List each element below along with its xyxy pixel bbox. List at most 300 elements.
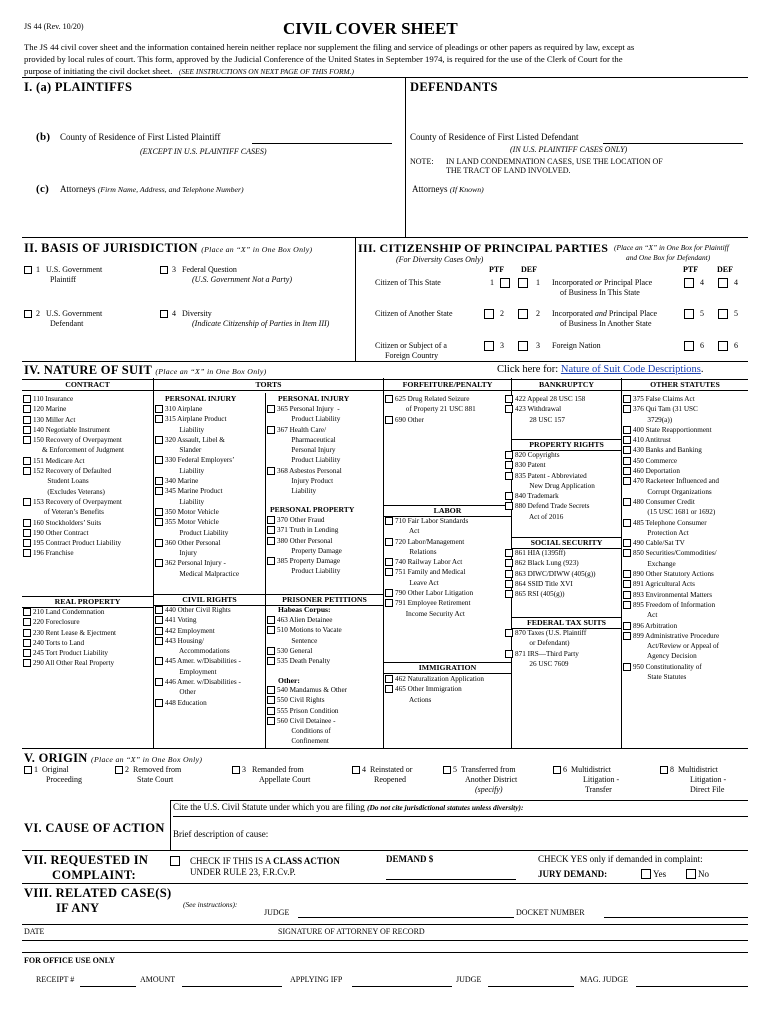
office-use-label: FOR OFFICE USE ONLY — [24, 956, 116, 965]
checkbox[interactable] — [505, 580, 513, 588]
origin-option-3[interactable]: 3 Remanded from Appellate Court — [232, 765, 310, 785]
checkbox[interactable] — [623, 580, 631, 588]
note-label: NOTE: — [410, 157, 434, 166]
jurisdiction-option-4[interactable]: 4 Diversity (Indicate Citizenship of Parties in Item III) — [160, 309, 329, 329]
judge-label: JUDGE — [264, 908, 290, 917]
checkbox[interactable] — [267, 696, 275, 704]
list-item[interactable] — [155, 538, 239, 548]
civil-rights-header: CIVIL RIGHTS — [154, 594, 265, 606]
list-item[interactable] — [385, 588, 473, 598]
checkbox[interactable] — [160, 266, 168, 274]
checkbox-ptf-3[interactable] — [484, 341, 494, 351]
checkbox[interactable] — [23, 457, 31, 465]
list-item[interactable] — [623, 497, 719, 507]
list-item[interactable] — [623, 466, 719, 476]
list-item[interactable] — [267, 685, 347, 695]
list-item[interactable] — [385, 394, 476, 404]
checkbox[interactable] — [623, 591, 631, 599]
checkbox[interactable] — [23, 529, 31, 537]
list-item[interactable] — [505, 649, 586, 659]
checkbox[interactable] — [23, 649, 31, 657]
list-item[interactable] — [23, 394, 124, 404]
checkbox[interactable] — [267, 626, 275, 634]
list-item[interactable] — [505, 404, 585, 414]
list-item[interactable] — [23, 415, 124, 425]
demand-field[interactable] — [386, 879, 516, 880]
list-item[interactable] — [23, 617, 116, 627]
checkbox[interactable] — [23, 608, 31, 616]
list-item[interactable] — [505, 628, 586, 638]
checkbox[interactable] — [155, 487, 163, 495]
docket-number-field[interactable] — [604, 917, 748, 918]
forfeiture-list — [385, 394, 476, 425]
checkbox[interactable] — [505, 590, 513, 598]
jury-no-label: No — [698, 869, 709, 879]
list-item[interactable] — [267, 404, 342, 414]
list-item-label: 360 Other Personal — [165, 538, 221, 547]
list-item — [155, 445, 239, 455]
checkbox[interactable] — [505, 472, 513, 480]
checkbox[interactable] — [623, 498, 631, 506]
jurisdiction-option-1[interactable]: 1 U.S. Government Plaintiff — [24, 265, 102, 285]
checkbox[interactable] — [23, 519, 31, 527]
checkbox[interactable] — [23, 639, 31, 647]
list-item[interactable] — [155, 486, 239, 496]
list-item[interactable] — [23, 404, 124, 414]
checkbox[interactable] — [505, 461, 513, 469]
list-item[interactable] — [623, 579, 719, 589]
checkbox[interactable] — [623, 663, 631, 671]
list-item[interactable] — [623, 662, 719, 672]
list-item-label: 152 Recovery of Defaulted — [33, 467, 112, 476]
list-item[interactable] — [23, 435, 124, 445]
list-item[interactable] — [155, 404, 239, 414]
list-item[interactable] — [23, 456, 124, 466]
checkbox[interactable] — [24, 266, 32, 274]
list-item[interactable] — [385, 598, 473, 608]
checkbox[interactable] — [505, 650, 513, 658]
checkbox[interactable] — [155, 405, 163, 413]
checkbox[interactable] — [505, 559, 513, 567]
checkbox[interactable] — [160, 310, 168, 318]
list-item[interactable] — [505, 548, 596, 558]
checkbox[interactable] — [505, 451, 513, 459]
list-item[interactable] — [155, 605, 241, 615]
checkbox[interactable] — [385, 589, 393, 597]
checkbox[interactable] — [155, 456, 163, 464]
checkbox[interactable] — [385, 517, 393, 525]
jury-yes-checkbox[interactable] — [641, 869, 651, 879]
list-item[interactable] — [623, 476, 719, 486]
county-defendant-field[interactable] — [603, 143, 743, 144]
checkbox[interactable] — [267, 537, 275, 545]
list-item[interactable] — [623, 600, 719, 610]
checkbox[interactable] — [155, 657, 163, 665]
citizenship-heading: III. CITIZENSHIP OF PRINCIPAL PARTIES — [358, 241, 609, 255]
list-item[interactable] — [23, 607, 116, 617]
checkbox[interactable] — [115, 766, 123, 774]
checkbox[interactable] — [505, 395, 513, 403]
checkbox[interactable] — [155, 518, 163, 526]
checkbox[interactable] — [155, 415, 163, 423]
origin-option-2[interactable]: 2 Removed from State Court — [115, 765, 181, 785]
checkbox[interactable] — [155, 539, 163, 547]
list-item[interactable] — [623, 445, 719, 455]
list-item[interactable] — [267, 656, 342, 666]
note-line-2: THE TRACT OF LAND INVOLVED. — [446, 166, 571, 175]
list-item[interactable] — [623, 518, 719, 528]
checkbox[interactable] — [155, 627, 163, 635]
property-rights-list — [505, 450, 595, 522]
list-item-label: 310 Airplane — [165, 405, 203, 413]
prisoner-list-b — [267, 685, 347, 747]
list-item[interactable] — [505, 558, 596, 568]
list-item-label: 896 Arbitration — [633, 621, 678, 630]
list-item-label: & Enforcement of Judgment — [33, 446, 125, 455]
checkbox[interactable] — [23, 467, 31, 475]
origin-option-5[interactable]: 5 Transferred from Another District (specify) — [443, 765, 517, 795]
list-item-label: 120 Marine — [33, 405, 67, 414]
list-item — [505, 512, 595, 522]
list-item[interactable] — [155, 677, 241, 687]
checkbox[interactable] — [267, 426, 275, 434]
checkbox[interactable] — [623, 632, 631, 640]
defendants-heading: DEFENDANTS — [410, 80, 498, 94]
checkbox[interactable] — [23, 405, 31, 413]
list-item[interactable] — [155, 636, 241, 646]
list-item-label: 442 Employment — [165, 626, 215, 635]
checkbox[interactable] — [267, 686, 275, 694]
applying-ifp-field[interactable] — [352, 986, 452, 987]
checkbox[interactable] — [23, 426, 31, 434]
checkbox[interactable] — [623, 446, 631, 454]
checkbox[interactable] — [23, 436, 31, 444]
checkbox[interactable] — [24, 310, 32, 318]
checkbox[interactable] — [267, 526, 275, 534]
checkbox[interactable] — [623, 622, 631, 630]
checkbox[interactable] — [623, 519, 631, 527]
list-item[interactable] — [267, 515, 342, 525]
checkbox[interactable] — [155, 678, 163, 686]
checkbox[interactable] — [232, 766, 240, 774]
checkbox-ptf-5[interactable] — [684, 309, 694, 319]
checkbox[interactable] — [623, 539, 631, 547]
checkbox[interactable] — [155, 508, 163, 516]
list-item[interactable] — [267, 695, 347, 705]
judge-field[interactable] — [298, 917, 514, 918]
personal-injury-list-2 — [267, 404, 342, 497]
list-item[interactable] — [385, 516, 473, 526]
origin-option-6[interactable]: 6 Multidistrict Litigation - Transfer — [553, 765, 619, 795]
checkbox[interactable] — [385, 685, 393, 693]
list-item-label: 196 Franchise — [33, 549, 74, 558]
list-item[interactable] — [267, 615, 342, 625]
list-item — [385, 609, 473, 619]
checkbox[interactable] — [24, 766, 32, 774]
checkbox[interactable] — [23, 659, 31, 667]
checkbox[interactable] — [267, 516, 275, 524]
checkbox-def-3[interactable] — [518, 341, 528, 351]
origin-heading: V. ORIGIN (Place an “X” in One Box Only) — [24, 751, 203, 765]
list-item[interactable] — [23, 628, 116, 638]
checkbox-ptf-4[interactable] — [684, 278, 694, 288]
checkbox[interactable] — [23, 629, 31, 637]
checkbox[interactable] — [505, 502, 513, 510]
checkbox-def-6[interactable] — [718, 341, 728, 351]
county-plaintiff-field[interactable] — [252, 143, 392, 144]
list-item[interactable] — [23, 658, 116, 668]
citizen-another-state: Citizen of Another State — [375, 309, 453, 318]
checkbox[interactable] — [623, 467, 631, 475]
checkbox[interactable] — [505, 549, 513, 557]
list-item[interactable] — [23, 648, 116, 658]
checkbox[interactable] — [23, 416, 31, 424]
checkbox[interactable] — [352, 766, 360, 774]
list-item-label: 26 USC 7609 — [515, 659, 569, 668]
list-item — [23, 476, 124, 486]
checkbox[interactable] — [23, 549, 31, 557]
checkbox[interactable] — [623, 477, 631, 485]
checkbox[interactable] — [385, 558, 393, 566]
checkbox[interactable] — [155, 616, 163, 624]
list-item[interactable] — [23, 466, 124, 476]
checkbox-def-4[interactable] — [718, 278, 728, 288]
list-item[interactable] — [155, 476, 239, 486]
list-item[interactable] — [23, 528, 124, 538]
list-item[interactable] — [23, 538, 124, 548]
list-item[interactable] — [505, 471, 595, 481]
checkbox[interactable] — [267, 717, 275, 725]
checkbox[interactable] — [660, 766, 668, 774]
checkbox-ptf-6[interactable] — [684, 341, 694, 351]
jurisdiction-option-3[interactable]: 3 Federal Question (U.S. Government Not a Party) — [160, 265, 292, 285]
torts-header: TORTS — [154, 379, 383, 391]
list-item-label: 245 Tort Product Liability — [33, 649, 109, 658]
signature-label: SIGNATURE OF ATTORNEY OF RECORD — [278, 927, 425, 936]
list-item[interactable] — [623, 435, 719, 445]
checkbox[interactable] — [385, 599, 393, 607]
list-item-label: 160 Stockholders’ Suits — [33, 518, 102, 527]
list-item-label: 791 Employee Retirement — [395, 599, 471, 608]
incorporated-principal-1-b: of Business In This State — [560, 288, 640, 297]
list-item — [267, 445, 342, 455]
origin-option-4[interactable]: 4 Reinstated or Reopened — [352, 765, 412, 785]
list-item — [155, 687, 241, 697]
list-item[interactable] — [623, 538, 719, 548]
checkbox[interactable] — [267, 647, 275, 655]
checkbox[interactable] — [505, 405, 513, 413]
list-item[interactable] — [505, 394, 585, 404]
checkbox[interactable] — [267, 405, 275, 413]
ptf-2: 2 — [500, 309, 504, 318]
checkbox[interactable] — [623, 549, 631, 557]
list-item-label: Act/Review or Appeal of — [633, 642, 720, 651]
checkbox[interactable] — [155, 436, 163, 444]
list-item[interactable] — [505, 460, 595, 470]
date-label: DATE — [24, 927, 45, 936]
checkbox[interactable] — [267, 557, 275, 565]
intro-line-1: The JS 44 civil cover sheet and the information contained herein neither replace nor supplement the filing and service of pleadings or other papers as required by law, except as — [24, 42, 635, 52]
list-item[interactable] — [155, 507, 239, 517]
list-item[interactable] — [267, 425, 342, 435]
checkbox-def-5[interactable] — [718, 309, 728, 319]
ptf-3: 3 — [500, 341, 504, 350]
list-item[interactable] — [267, 556, 342, 566]
jurisdiction-option-2[interactable]: 2 U.S. Government Defendant — [24, 309, 102, 329]
list-item[interactable] — [505, 569, 596, 579]
checkbox[interactable] — [623, 601, 631, 609]
checkbox[interactable] — [505, 570, 513, 578]
checkbox-ptf-1[interactable] — [500, 278, 510, 288]
list-item[interactable] — [155, 656, 241, 666]
checkbox[interactable] — [443, 766, 451, 774]
checkbox[interactable] — [267, 657, 275, 665]
checkbox[interactable] — [505, 492, 513, 500]
list-item[interactable] — [155, 626, 241, 636]
list-item[interactable] — [155, 698, 241, 708]
cite-statute-field[interactable] — [173, 816, 748, 817]
origin-option-8[interactable]: 8 Multidistrict Litigation - Direct File — [660, 765, 726, 795]
list-item[interactable] — [505, 491, 595, 501]
list-item[interactable] — [23, 548, 124, 558]
list-item-label: 220 Foreclosure — [33, 618, 80, 627]
checkbox[interactable] — [623, 436, 631, 444]
checkbox[interactable] — [553, 766, 561, 774]
ptf-4: 4 — [700, 278, 704, 287]
checkbox[interactable] — [155, 559, 163, 567]
checkbox-ptf-2[interactable] — [484, 309, 494, 319]
list-item[interactable] — [623, 404, 719, 414]
checkbox[interactable] — [267, 707, 275, 715]
class-action-checkbox[interactable] — [170, 856, 180, 866]
list-item[interactable] — [23, 425, 124, 435]
list-item[interactable] — [385, 674, 484, 684]
receipt-field[interactable] — [80, 986, 136, 987]
list-item[interactable] — [155, 517, 239, 527]
checkbox[interactable] — [23, 539, 31, 547]
list-item-label: 450 Commerce — [633, 456, 678, 465]
list-item[interactable] — [155, 615, 241, 625]
checkbox[interactable] — [23, 618, 31, 626]
intro-line-3: purpose of initiating the civil docket sheet. (SEE INSTRUCTIONS ON NEXT PAGE OF THIS FORM.) — [24, 66, 354, 76]
list-item — [155, 466, 239, 476]
checkbox[interactable] — [155, 477, 163, 485]
list-item[interactable] — [267, 625, 342, 635]
jury-demand-label: JURY DEMAND: — [538, 869, 608, 879]
list-item[interactable] — [267, 646, 342, 656]
list-item[interactable] — [623, 456, 719, 466]
mag-judge-field[interactable] — [636, 986, 748, 987]
list-item[interactable] — [155, 414, 239, 424]
checkbox[interactable] — [623, 395, 631, 403]
checkbox[interactable] — [623, 570, 631, 578]
checkbox[interactable] — [267, 467, 275, 475]
diversity-note: (For Diversity Cases Only) — [396, 255, 484, 264]
checkbox[interactable] — [385, 416, 393, 424]
list-item[interactable] — [505, 589, 596, 599]
list-item[interactable] — [267, 536, 342, 546]
list-item[interactable] — [623, 621, 719, 631]
list-item[interactable] — [385, 537, 473, 547]
list-item[interactable] — [267, 525, 342, 535]
amount-field[interactable] — [182, 986, 282, 987]
jury-no-checkbox[interactable] — [686, 869, 696, 879]
list-item[interactable] — [623, 631, 719, 641]
list-item — [23, 445, 124, 455]
form-id: JS 44 (Rev. 10/20) — [24, 22, 84, 31]
checkbox-def-2[interactable] — [518, 309, 528, 319]
checkbox[interactable] — [623, 457, 631, 465]
checkbox[interactable] — [623, 426, 631, 434]
list-item-label: Relations — [395, 547, 437, 556]
checkbox[interactable] — [623, 405, 631, 413]
list-item[interactable] — [385, 684, 484, 694]
checkbox[interactable] — [385, 568, 393, 576]
list-item[interactable] — [623, 425, 719, 435]
list-item[interactable] — [623, 394, 719, 404]
nature-of-suit-link[interactable]: Nature of Suit Code Descriptions — [560, 364, 701, 375]
list-item[interactable] — [23, 497, 124, 507]
list-item-label: 130 Miller Act — [33, 415, 76, 424]
list-item[interactable] — [505, 450, 595, 460]
checkbox[interactable] — [385, 538, 393, 546]
checkbox[interactable] — [505, 629, 513, 637]
list-item[interactable] — [267, 466, 342, 476]
list-item-label: 422 Appeal 28 USC 158 — [515, 395, 586, 403]
list-item[interactable] — [155, 558, 239, 568]
list-item-label: 423 Withdrawal — [515, 405, 562, 414]
list-item-label: 140 Negotiable Instrument — [33, 425, 111, 434]
list-item-label: Confinement — [277, 737, 329, 746]
incorporated-principal-1: Incorporated or Principal Place — [552, 278, 653, 287]
checkbox[interactable] — [385, 675, 393, 683]
list-item[interactable] — [623, 590, 719, 600]
def-5: 5 — [734, 309, 738, 318]
list-item[interactable] — [385, 557, 473, 567]
checkbox[interactable] — [267, 616, 275, 624]
checkbox[interactable] — [385, 395, 393, 403]
list-item-label: 315 Airplane Product — [165, 415, 227, 424]
checkbox[interactable] — [23, 498, 31, 506]
checkbox-def-1[interactable] — [518, 278, 528, 288]
office-judge-field[interactable] — [488, 986, 574, 987]
list-item[interactable] — [623, 548, 719, 558]
list-item[interactable] — [385, 567, 473, 577]
def-header: DEF — [521, 265, 537, 274]
list-item[interactable] — [385, 415, 476, 425]
personal-injury-header-1: PERSONAL INJURY — [165, 394, 237, 403]
list-item[interactable] — [623, 569, 719, 579]
list-item[interactable] — [267, 716, 347, 726]
list-item[interactable] — [505, 501, 595, 511]
list-item[interactable] — [505, 579, 596, 589]
list-item-label: Actions — [395, 695, 432, 704]
checkbox[interactable] — [23, 395, 31, 403]
list-item[interactable] — [267, 706, 347, 716]
list-item-label: 151 Medicare Act — [33, 456, 85, 465]
code-descriptions: Click here for: Nature of Suit Code Descriptions. — [497, 364, 704, 375]
checkbox[interactable] — [155, 699, 163, 707]
checkbox[interactable] — [155, 637, 163, 645]
labor-header: LABOR — [384, 505, 511, 517]
list-item[interactable] — [23, 638, 116, 648]
list-item[interactable] — [23, 518, 124, 528]
list-item — [623, 651, 719, 661]
checkbox[interactable] — [155, 606, 163, 614]
origin-option-1[interactable]: 1 Original Proceeding — [24, 765, 82, 785]
list-item[interactable] — [155, 455, 239, 465]
list-item[interactable] — [155, 435, 239, 445]
